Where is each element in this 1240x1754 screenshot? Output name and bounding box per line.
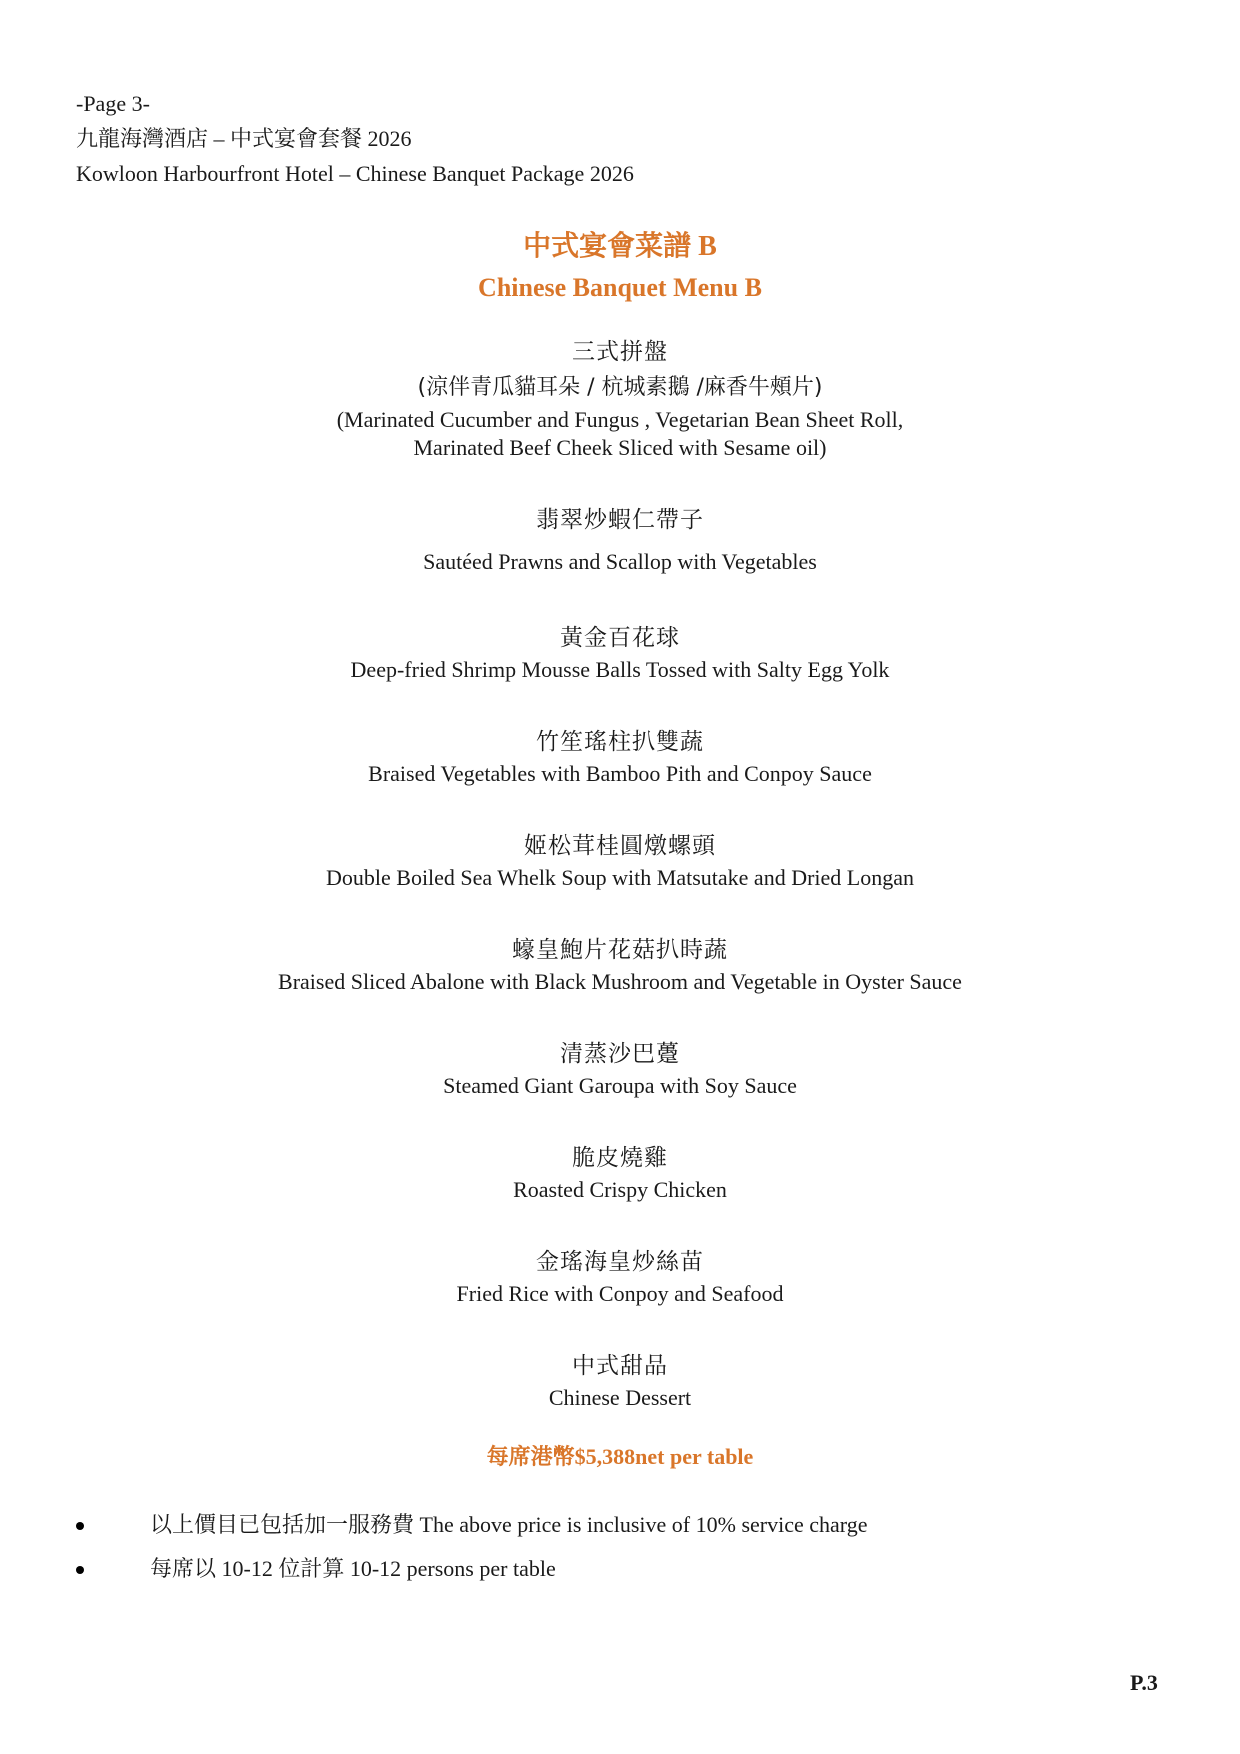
- dish-name-en: Chinese Dessert: [548, 1385, 692, 1410]
- dish-name-zh: 姬松茸桂圓燉螺頭: [524, 833, 716, 859]
- dish-name-zh: 竹笙瑤柱扒雙蔬: [536, 729, 704, 755]
- dish-name-zh: 翡翠炒蝦仁帶子: [536, 507, 704, 533]
- dish-item: [0, 1140, 1240, 1204]
- dish-item: [0, 828, 1240, 892]
- bullet-icon: [76, 1566, 84, 1574]
- menu-title-en: Chinese Banquet Menu B: [478, 273, 762, 302]
- dish-name-en: Marinated Beef Cheek Sliced with Sesame oil): [413, 435, 827, 460]
- dish-name-en: Roasted Crispy Chicken: [513, 1177, 727, 1202]
- dish-name-zh: 黃金百花球: [560, 625, 680, 651]
- dish-name-en: Steamed Giant Garoupa with Soy Sauce: [443, 1073, 797, 1098]
- dish-item: [0, 1036, 1240, 1100]
- page-number: P.3: [1130, 1670, 1158, 1695]
- menu-title-zh: 中式宴會菜譜 B: [523, 231, 717, 262]
- dish-item: [0, 334, 1240, 462]
- dish-item: [0, 724, 1240, 788]
- dish-name-zh: 清蒸沙巴躉: [560, 1041, 680, 1067]
- dish-name-zh: 金瑤海皇炒絲苗: [536, 1249, 704, 1275]
- dish-name-zh: 脆皮燒雞: [572, 1145, 668, 1171]
- dish-name-zh: 中式甜品: [572, 1353, 668, 1379]
- dish-name-zh: 三式拼盤: [572, 339, 668, 365]
- hotel-title-zh: 九龍海灣酒店 – 中式宴會套餐 2026: [76, 126, 412, 151]
- page-label: -Page 3-: [76, 91, 150, 116]
- dish-item: [0, 1244, 1240, 1308]
- hotel-title-en: Kowloon Harbourfront Hotel – Chinese Banquet Package 2026: [76, 161, 634, 186]
- dish-name-en: Braised Vegetables with Bamboo Pith and Conpoy Sauce: [368, 761, 872, 786]
- dish-list: [0, 334, 1240, 1412]
- dish-name-en: Sautéed Prawns and Scallop with Vegetables: [423, 549, 817, 574]
- dish-subtitle-zh: (涼伴青瓜貓耳朵 / 杭城素鵝 /麻香牛頰片): [417, 375, 823, 400]
- table-price: 每席港幣$5,388net per table: [486, 1444, 754, 1469]
- dish-name-en: Fried Rice with Conpoy and Seafood: [456, 1281, 784, 1306]
- dish-item: [0, 932, 1240, 996]
- bullet-icon: [76, 1522, 84, 1530]
- menu-title: [0, 226, 1240, 308]
- note-text: 每席以 10-12 位計算 10-12 persons per table: [150, 1556, 556, 1581]
- dish-name-en: Deep-fried Shrimp Mousse Balls Tossed with Salty Egg Yolk: [350, 657, 890, 682]
- page-header: [76, 86, 634, 191]
- note-text: 以上價目已包括加一服務費 The above price is inclusive of 10% service charge: [150, 1512, 868, 1537]
- dish-item: [0, 502, 1240, 576]
- dish-item: [0, 620, 1240, 684]
- dish-name-en: Braised Sliced Abalone with Black Mushroom and Vegetable in Oyster Sauce: [278, 969, 962, 994]
- dish-name-en: (Marinated Cucumber and Fungus , Vegetarian Bean Sheet Roll,: [336, 407, 904, 432]
- dish-name-zh: 蠔皇鮑片花菇扒時蔬: [512, 937, 728, 963]
- dish-name-en: Double Boiled Sea Whelk Soup with Matsutake and Dried Longan: [326, 865, 914, 890]
- dish-item: [0, 1348, 1240, 1412]
